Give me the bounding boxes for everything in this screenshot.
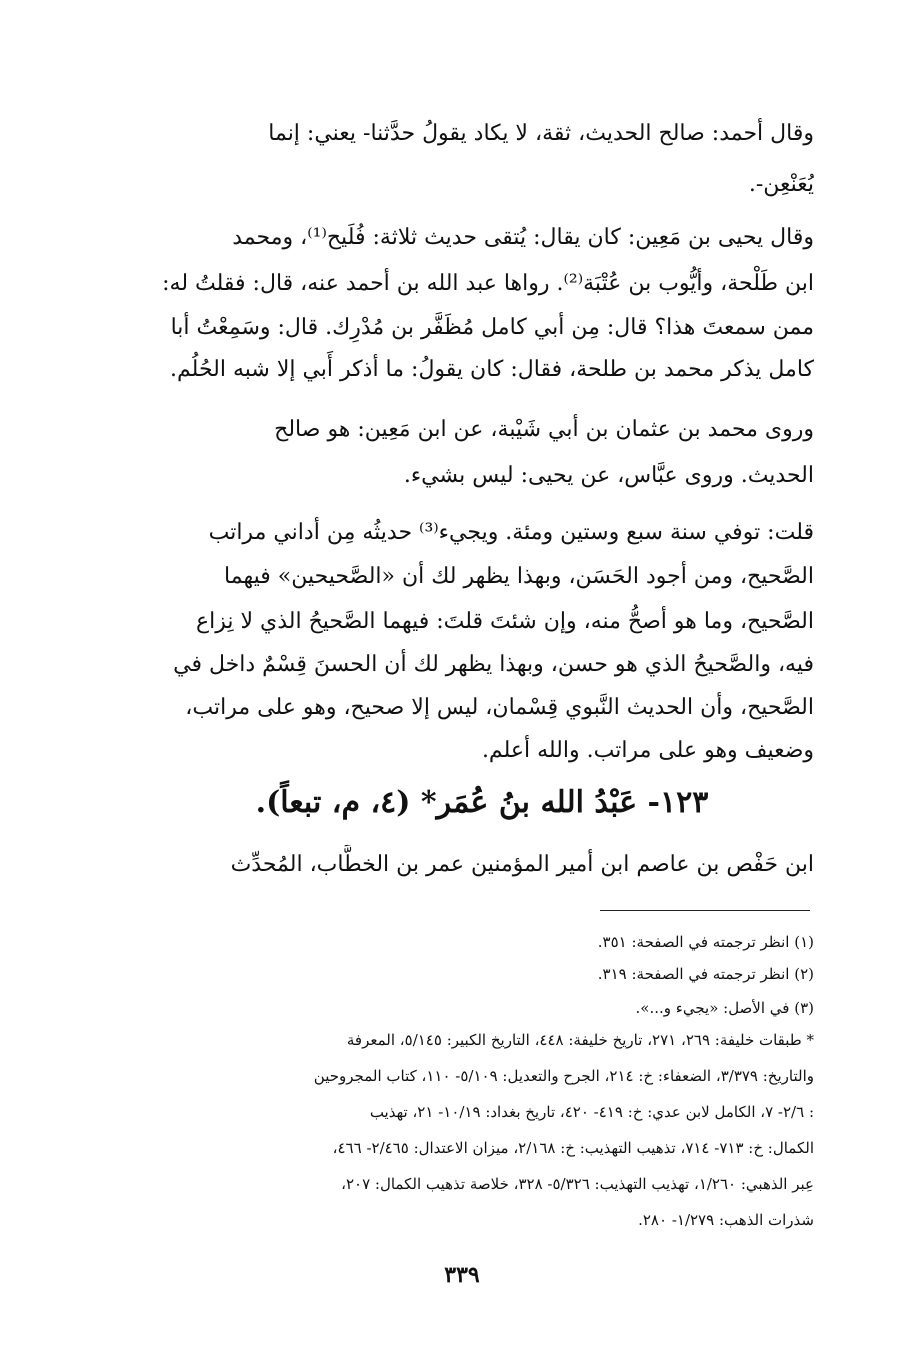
footnote-1: (١) انظر ترجمته في الصفحة: ٣٥١. [597,933,814,951]
footnote-2: (٢) انظر ترجمته في الصفحة: ٣١٩. [597,965,814,983]
sources-line-3: : ٢/٦- ٧، الكامل لابن عدي: خ: ٤١٩- ٤٢٠، تاريخ بغداد: ١٠/١٩- ٢١، تهذيب [369,1103,814,1121]
entry-first-line: ابن حَفْص بن عاصم ابن أمير المؤمنين عمر بن الخطَّاب، المُحدِّث [230,852,814,877]
sources-line-2: والتاريخ: ٣/٣٧٩، الضعفاء: خ: ٢١٤، الجرح والتعديل: ٥/١٠٩- ١١٠، كتاب المجروحين [313,1067,814,1085]
footnote-3: (٣) في الأصل: «يجيء و...». [635,999,814,1017]
paragraph-3-line-1: وروى محمد بن عثمان بن أبي شَيْبة، عن ابن مَعِين: هو صالح [274,417,814,442]
paragraph-2-line-4: كامل يذكر محمد بن طلحة، فقال: كان يقولُ: ما أذكر أَبي إلا شبه الحُلُم. [170,357,814,382]
paragraph-1-line-2: يُعَنْعِن-. [748,172,814,197]
footnote-divider [600,910,810,911]
paragraph-4-line-5: الصَّحيح، وأن الحديث النَّبوي قِسْمان، ليس إلا صحيح، وهو على مراتب، [185,695,814,720]
sources-line-6: شذرات الذهب: ١/٢٧٩- ٢٨٠. [638,1211,814,1229]
sources-line-1: * طبقات خليفة: ٢٦٩، ٢٧١، تاريخ خليفة: ٤٤٨، التاريخ الكبير: ٥/١٤٥، المعرفة [346,1031,814,1049]
paragraph-2-line-3: ممن سمعتَ هذا؟ قال: مِن أبي كامل مُظَفَّر بن مُدْرِك. قال: وسَمِعْتُ أبا [170,315,814,340]
entry-heading: ١٢٣- عَبْدُ الله بنُ عُمَر* (٤، م، تبعاً). [255,785,709,820]
paragraph-4-line-3: الصَّحيح، وما هو أصحُّ منه، وإن شئتَ قلتَ: فيهما الصَّحيحُ الذي لا نِزاع [195,609,814,634]
paragraph-4-line-1: قلت: توفي سنة سبع وستين ومئة. ويجيء⁽³⁾ حديثُه مِن أداني مراتب [208,520,814,545]
sources-line-4: الكمال: خ: ٧١٣- ٧١٤، تذهيب التهذيب: خ: ٢/١٦٨، ميزان الاعتدال: ٢/٤٦٥- ٤٦٦، [332,1139,814,1157]
sources-line-5: عِبر الذهبي: ١/٢٦٠، تهذيب التهذيب: ٥/٣٢٦- ٣٢٨، خلاصة تذهيب الكمال: ٢٠٧، [341,1175,814,1193]
paragraph-4-line-2: الصَّحيح، ومن أجود الحَسَن، وبهذا يظهر لك أن «الصَّحيحين» فيهما [224,564,814,589]
paragraph-3-line-2: الحديث. وروى عبَّاس، عن يحيى: ليس بشيء. [403,463,814,488]
page-number: ٣٣٩ [444,1262,480,1288]
paragraph-1-line-1: وقال أحمد: صالح الحديث، ثقة، لا يكاد يقولُ حدَّثنا- يعني: إنما [268,121,814,146]
paragraph-4-line-4: فيه، والصَّحيحُ الذي هو حسن، وبهذا يظهر لك أن الحسنَ قِسْمٌ داخل في [173,652,814,677]
paragraph-2-line-2: ابن طَلْحة، وأيُّوب بن عُتْبَة⁽²⁾. رواها عبد الله بن أحمد عنه، قال: فقلتُ له: [162,271,814,296]
paragraph-2-line-1: وقال يحيى بن مَعِين: كان يقال: يُتقى حديث ثلاثة: فُلَيح⁽¹⁾، ومحمد [232,225,814,250]
paragraph-4-line-6: وضعيف وهو على مراتب. والله أعلم. [481,738,814,763]
